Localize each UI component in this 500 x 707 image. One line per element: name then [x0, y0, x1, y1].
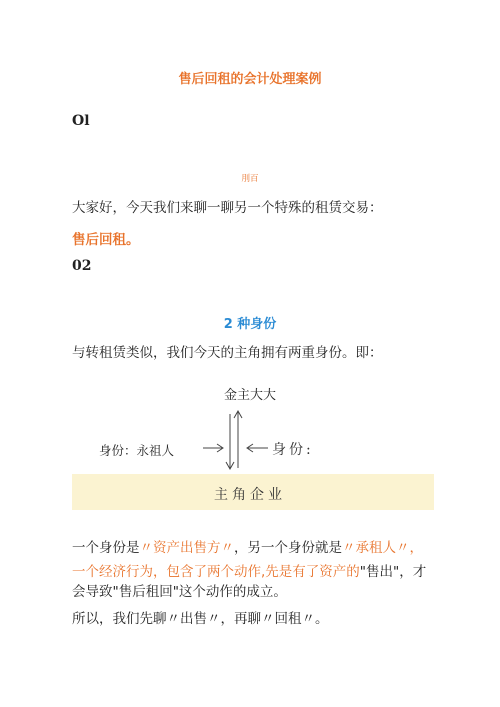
intro-text: 大家好，今天我们来聊一聊另一个特殊的租赁交易： — [72, 200, 383, 216]
section-number-2: 02 — [72, 258, 92, 274]
paragraph-roles-intro: 与转租赁类似，我们今天的主角拥有两重身份。即： — [72, 345, 383, 361]
intro-paragraph — [72, 198, 432, 250]
roles-line-1 — [72, 538, 442, 558]
role-seller: 〃资产出售方〃 — [139, 540, 234, 556]
page-title: 售后回租的会计处理案例 — [178, 72, 322, 87]
paragraph-roles — [72, 538, 442, 602]
roles-text: 一个身份是 — [72, 540, 140, 556]
roles-line-2-text: 一个经济行为，包含了两个动作,先是有了资产的 — [72, 564, 360, 580]
roles-line-3: 会导致"售后租回"这个动作的成立。 — [72, 584, 287, 600]
roles-line-2 — [72, 562, 442, 582]
role-lessee: 〃承租人〃， — [342, 540, 423, 556]
diagram-left-label: 身份：永祖人 — [99, 443, 175, 458]
paragraph-conclusion: 所以，我们先聊〃出售〃，再聊〃回租〃。 — [72, 611, 329, 627]
intro-highlight: 售后回租。 — [72, 232, 140, 248]
roles-line-2-sold: "售出"，才 — [359, 564, 427, 580]
diagram-right-label: 身份: — [272, 442, 314, 458]
section-number-1: Ol — [72, 113, 90, 129]
section-heading: 2 种身份 — [223, 317, 277, 332]
diagram-top-label: 金主大大 — [223, 388, 276, 403]
diagram-band-label: 主角企业 — [214, 487, 286, 503]
preface-subtitle: 刖百 — [241, 174, 259, 184]
roles-text-2: ，另一个身份就是 — [234, 540, 342, 556]
